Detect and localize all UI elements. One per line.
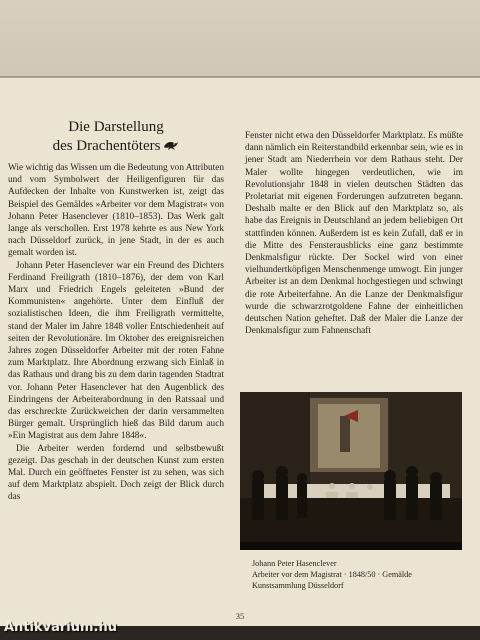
painting-caption — [252, 558, 470, 591]
paragraph-2: Johann Peter Hasenclever war ein Freund des Dichters Ferdinand Freiligrath (1810–1876), der dem von Karl Marx und Friedrich Engels geleiteten »Bund der Kommunisten« angehörte. Unter dem Einfluß der sozialistischen Ideen, die ihm Freiligrath vermittelte, stand der Maler im Jahre 1848 voller Entschiedenheit auf seiten der Revolutionäre. Im Oktober des ereignisreichen Jahres zogen Düsseldorfer Arbeiter mit der roten Fahne zum Marktplatz. Ihre Abordnung erzwang sich Einlaß in das Rathaus und drang bis zu dem darin tagenden Stadtrat vor. Johann Peter Hasenclever hat den Augenblick des Eindringens der Arbeiterabordnung in den Ratssaal und das erschreckte Zurückweichen der darin versammelten Bürger gemalt. Ursprünglich hieß das Bild darum auch »Ein Magistrat aus dem Jahre 1848«. — [8, 260, 224, 442]
title-line-2 — [8, 137, 224, 156]
title-line-1: Die Darstellung — [68, 119, 164, 135]
caption-artist: Johann Peter Hasenclever — [252, 559, 337, 568]
painting-image — [240, 392, 462, 550]
dragon-ornament-icon — [163, 139, 179, 151]
caption-collection: Kunstsammlung Düsseldorf — [252, 581, 344, 590]
paragraph-3: Die Arbeiter werden fordernd und selbstbewußt gezeigt. Das geschah in der deutschen Kunst zum ersten Mal. Durch ein geöffnetes Fenster ist zu sehen, was sich auf dem Marktplatz abspielt. Doch zeigt der Blick durch das — [8, 443, 224, 503]
page-number: 35 — [235, 611, 245, 621]
paragraph-1: Wie wichtig das Wissen um die Bedeutung von Attributen und vom Symbolwert der Heiligenfiguren für das Aufdecken der Inhalte von Kunstwerken ist, zeigt das Beispiel des Gemäldes »Arbeiter vor dem Magistrat« von Johann Peter Hasenclever (1810–1853). Das Werk galt lange als verschollen. Erst 1978 kehrte es aus New York nach Düsseldorf zurück, in jene Stadt, in der es auch gemalt worden ist. — [8, 163, 224, 259]
painting-illustration — [240, 392, 462, 550]
watermark-logo: Antikvarium.hu — [4, 620, 117, 635]
caption-title: Arbeiter vor dem Magistrat · 1848/50 · Gemälde — [252, 570, 412, 579]
background-paper-strip — [0, 0, 480, 80]
title-line-2-text: des Drachentöters — [52, 138, 161, 154]
page-title — [8, 118, 224, 156]
paragraph-4: Fenster nicht etwa den Düsseldorfer Marktplatz. Es müßte dann nämlich ein Reiterstandbild erkennbar sein, wie es in jener Stadt am Niederrhein vor dem Rathaus steht. Der Maler wollte hingegen verdeutlichen, wie im Revolutionsjahr 1848 in vielen deutschen Städten das Proletariat mit eigenen Forderungen aufzutreten begann. Deshalb malte er den Blick auf den Marktplatz so, als habe das Ereignis in Deutschland an jedem beliebigen Ort stattfinden können. Außerdem ist es kein Zufall, daß er in die Mitte des Fensterausblicks eine ganz bestimmte Denkmalsfigur rückte. Der Sockel wird von einer vielhundertköpfigen Menschenmenge umwogt. Ein junger Arbeiter ist an dem Denkmal hochgestiegen und schwingt die rote Arbeiterfahne. An die Lanze der Denkmalsfigur wurde die schwarzrotgoldene Fahne der einheitlichen deutschen Nation geheftet. Daß der Maler die Lanze der Denkmalsfigur zum Fahnenschaft — [245, 131, 463, 337]
left-column — [8, 118, 224, 504]
right-column — [245, 130, 463, 337]
